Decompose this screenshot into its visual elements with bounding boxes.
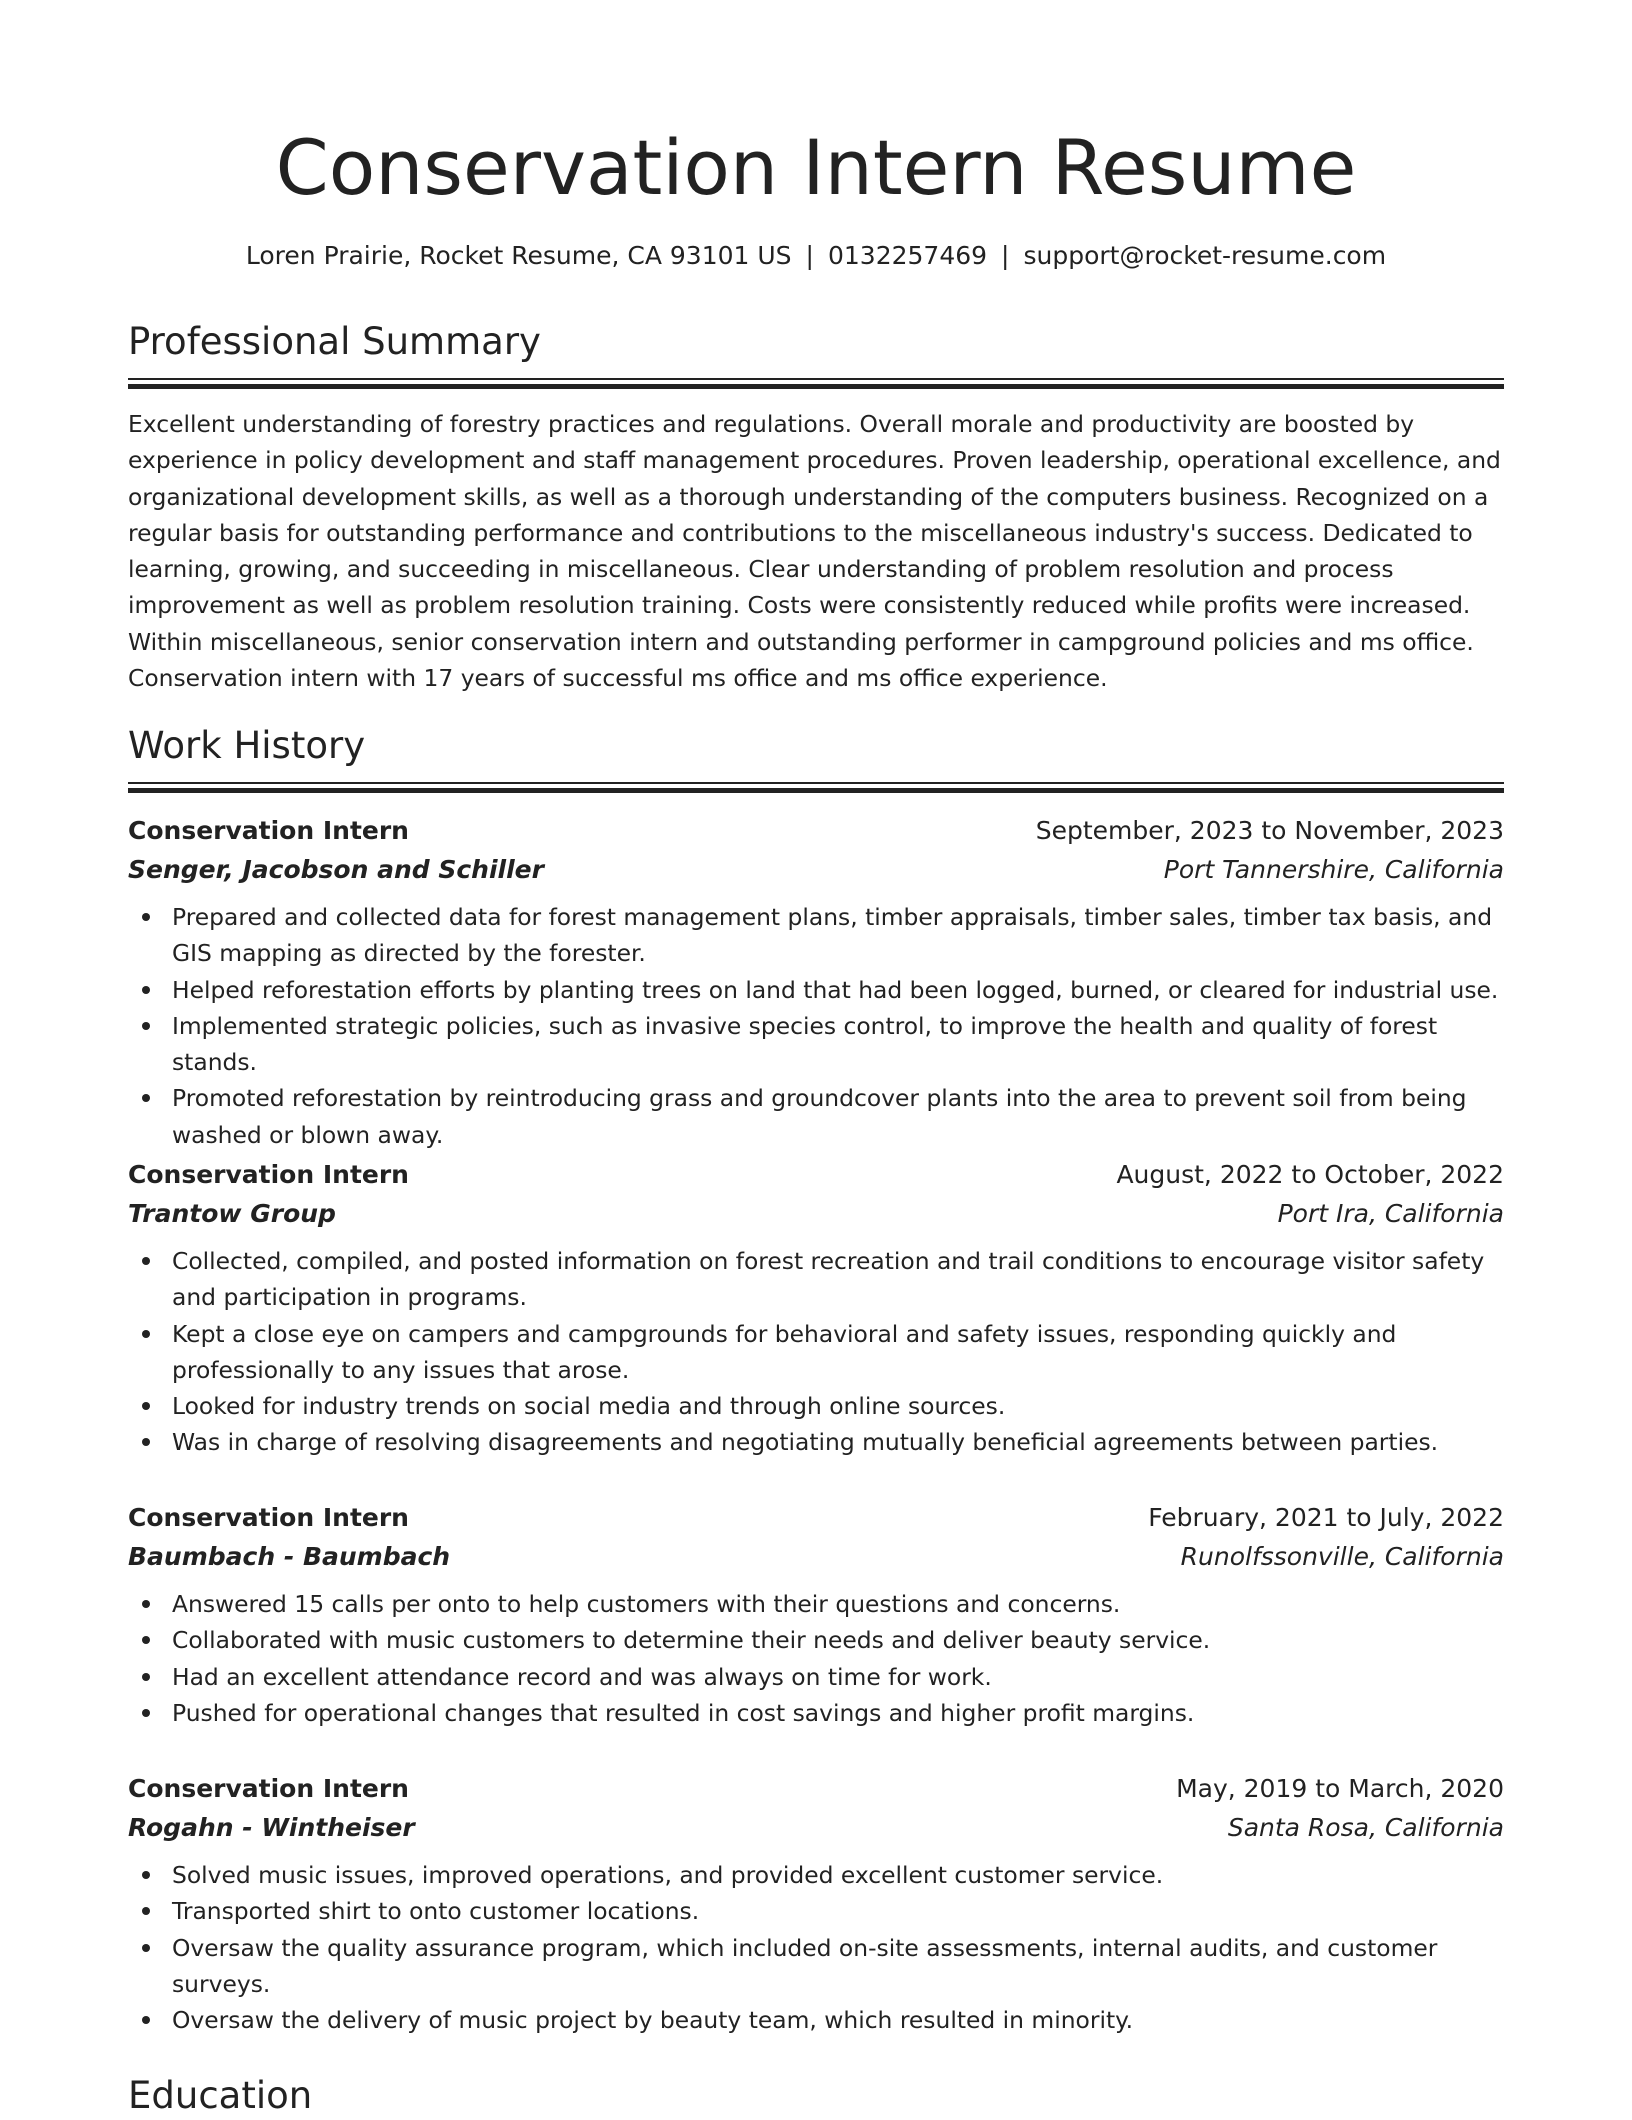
contact-email: support@rocket-resume.com	[1023, 241, 1387, 270]
bullet-item: Was in charge of resolving disagreements and negotiating mutually beneficial agreements between parties.	[128, 1424, 1504, 1460]
bullet-item: Prepared and collected data for forest management plans, timber appraisals, timber sales, timber tax basis, and GIS mapping as directed by the forester.	[128, 899, 1504, 972]
education-heading: Education	[128, 2074, 313, 2117]
job-bullets	[128, 899, 1504, 1153]
job-location: Santa Rosa, California	[1227, 1813, 1504, 1842]
contact-separator: |	[805, 241, 814, 270]
job-bullets	[128, 1857, 1504, 2038]
job-dates: September, 2023 to November, 2023	[1035, 816, 1504, 845]
section-divider	[128, 782, 1504, 792]
job-dates: August, 2022 to October, 2022	[1116, 1160, 1504, 1189]
summary-text: Excellent understanding of forestry practices and regulations. Overall morale and productivity are boosted by experience in policy development and staff management procedures. Proven leadership, operational excellence, and organizational development skills, as well as a thorough understanding of the computers business. Recognized on a regular basis for outstanding performance and contributions to the miscellaneous industry's success. Dedicated to learning, growing, and succeeding in miscellaneous. Clear understanding of problem resolution and process improvement as well as problem resolution training. Costs were consistently reduced while profits were increased. Within miscellaneous, senior conservation intern and outstanding performer in campground policies and ms office. Conservation intern with 17 years of successful ms office and ms office experience.	[128, 410, 1501, 693]
job-location: Runolfssonville, California	[1180, 1542, 1504, 1571]
job-entry	[128, 1155, 1504, 1461]
bullet-item: Promoted reforestation by reintroducing grass and groundcover plants into the area to prevent soil from being washed or blown away.	[128, 1080, 1504, 1153]
job-company: Rogahn - Wintheiser	[128, 1813, 415, 1842]
bullet-item: Pushed for operational changes that resulted in cost savings and higher profit margins.	[128, 1695, 1504, 1731]
bullet-item: Solved music issues, improved operations, and provided excellent customer service.	[128, 1857, 1504, 1893]
bullet-item: Collected, compiled, and posted information on forest recreation and trail conditions to encourage visitor safety and participation in programs.	[128, 1243, 1504, 1316]
work-history-heading: Work History	[128, 724, 366, 767]
contact-line	[128, 238, 1504, 274]
job-company: Baumbach - Baumbach	[128, 1542, 451, 1571]
job-dates: May, 2019 to March, 2020	[1176, 1774, 1504, 1803]
bullet-item: Looked for industry trends on social media and through online sources.	[128, 1388, 1504, 1424]
job-entry	[128, 1498, 1504, 1731]
job-title: Conservation Intern	[128, 1774, 409, 1803]
job-company: Senger, Jacobson and Schiller	[128, 855, 544, 884]
job-bullets	[128, 1586, 1504, 1731]
job-company: Trantow Group	[128, 1199, 336, 1228]
job-entry	[128, 1769, 1504, 2038]
bullet-item: Answered 15 calls per onto to help customers with their questions and concerns.	[128, 1586, 1504, 1622]
job-dates: February, 2021 to July, 2022	[1148, 1503, 1504, 1532]
contact-address: Loren Prairie, Rocket Resume, CA 93101 US	[245, 241, 792, 270]
bullet-item: Transported shirt to onto customer locations.	[128, 1893, 1504, 1929]
job-title: Conservation Intern	[128, 1503, 409, 1532]
job-title: Conservation Intern	[128, 816, 409, 845]
bullet-item: Collaborated with music customers to determine their needs and deliver beauty service.	[128, 1622, 1504, 1658]
bullet-item: Helped reforestation efforts by planting trees on land that had been logged, burned, or cleared for industrial use.	[128, 972, 1504, 1008]
job-bullets	[128, 1243, 1504, 1461]
section-divider	[128, 378, 1504, 388]
contact-phone: 0132257469	[827, 241, 988, 270]
bullet-item: Implemented strategic policies, such as invasive species control, to improve the health and quality of forest stands.	[128, 1008, 1504, 1081]
job-entry	[128, 811, 1504, 1153]
bullet-item: Had an excellent attendance record and was always on time for work.	[128, 1659, 1504, 1695]
contact-separator: |	[1001, 241, 1010, 270]
resume-title: Conservation Intern Resume	[275, 123, 1357, 212]
job-location: Port Ira, California	[1277, 1199, 1504, 1228]
summary-heading: Professional Summary	[128, 320, 541, 363]
bullet-item: Kept a close eye on campers and campgrounds for behavioral and safety issues, responding quickly and professionally to any issues that arose.	[128, 1316, 1504, 1389]
job-title: Conservation Intern	[128, 1160, 409, 1189]
bullet-item: Oversaw the quality assurance program, which included on-site assessments, internal audits, and customer surveys.	[128, 1930, 1504, 2003]
job-location: Port Tannershire, California	[1163, 855, 1504, 884]
bullet-item: Oversaw the delivery of music project by beauty team, which resulted in minority.	[128, 2002, 1504, 2038]
